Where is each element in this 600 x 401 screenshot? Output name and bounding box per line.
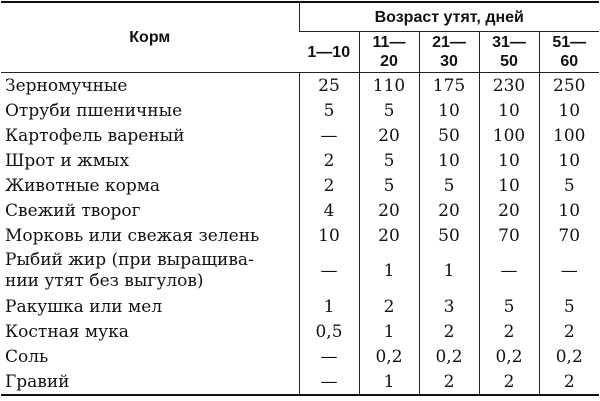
- feed-name-cell: Шрот и жмых: [5, 150, 130, 171]
- value-cell: 1: [299, 294, 359, 319]
- value-cell: 20: [479, 198, 539, 223]
- value-cell: 2: [359, 294, 419, 319]
- value-cell: 2: [299, 148, 359, 173]
- value-cell: 5: [539, 294, 599, 319]
- value-cell: 0,2: [359, 344, 419, 369]
- value-cell: 70: [539, 223, 599, 248]
- value-cell: 2: [479, 369, 539, 395]
- table-row: [1, 344, 599, 369]
- table-body: [1, 73, 599, 396]
- value-cell: 230: [479, 73, 539, 99]
- table-row: [1, 123, 599, 148]
- value-cell: 10: [479, 173, 539, 198]
- age-column-header: 31— 50: [479, 32, 539, 73]
- value-cell: 0,2: [479, 344, 539, 369]
- table-row: [1, 148, 599, 173]
- value-cell: 5: [479, 294, 539, 319]
- table-row: [1, 73, 599, 99]
- value-cell: 25: [299, 73, 359, 99]
- value-cell: 70: [479, 223, 539, 248]
- value-cell: 1: [359, 369, 419, 395]
- table-row: [1, 369, 599, 395]
- value-cell: —: [299, 344, 359, 369]
- value-cell: 10: [539, 148, 599, 173]
- value-cell: 10: [479, 148, 539, 173]
- value-cell: 100: [479, 123, 539, 148]
- value-cell: 10: [479, 98, 539, 123]
- value-cell: 5: [359, 98, 419, 123]
- value-cell: 100: [539, 123, 599, 148]
- value-cell: 4: [299, 198, 359, 223]
- feed-name-cell: Свежий творог: [5, 200, 141, 221]
- age-column-header: 21— 30: [419, 32, 479, 73]
- value-cell: 2: [539, 369, 599, 395]
- feed-column-header: Корм: [1, 2, 299, 73]
- value-cell: 10: [539, 198, 599, 223]
- feed-name-cell: Картофель вареный: [5, 125, 185, 146]
- age-column-header: 1—10: [299, 32, 359, 73]
- table-row: [1, 198, 599, 223]
- feed-name-cell: Соль: [5, 346, 49, 367]
- table-row: [1, 223, 599, 248]
- value-cell: 20: [359, 198, 419, 223]
- value-cell: 5: [539, 173, 599, 198]
- value-cell: 1: [359, 248, 419, 294]
- value-cell: 5: [299, 98, 359, 123]
- age-column-header: 51— 60: [539, 32, 599, 73]
- value-cell: 20: [359, 123, 419, 148]
- value-cell: 10: [299, 223, 359, 248]
- value-cell: 2: [479, 319, 539, 344]
- value-cell: —: [479, 248, 539, 294]
- feed-name-cell: Морковь или свежая зелень: [5, 225, 260, 246]
- value-cell: 1: [419, 248, 479, 294]
- value-cell: 50: [419, 223, 479, 248]
- value-cell: 20: [419, 198, 479, 223]
- value-cell: 110: [359, 73, 419, 99]
- feed-name-cell: Зерномучные: [5, 75, 128, 96]
- value-cell: 5: [359, 148, 419, 173]
- value-cell: 0,2: [539, 344, 599, 369]
- value-cell: 10: [419, 98, 479, 123]
- age-column-header: 11— 20: [359, 32, 419, 73]
- value-cell: 2: [419, 369, 479, 395]
- feed-name-cell: Ракушка или мел: [5, 296, 163, 317]
- value-cell: 0,2: [419, 344, 479, 369]
- value-cell: 0,5: [299, 319, 359, 344]
- value-cell: 20: [359, 223, 419, 248]
- value-cell: —: [539, 248, 599, 294]
- table-row: [1, 319, 599, 344]
- value-cell: 3: [419, 294, 479, 319]
- value-cell: 10: [539, 98, 599, 123]
- feed-table: [1, 1, 599, 396]
- value-cell: 250: [539, 73, 599, 99]
- table-row: [1, 248, 599, 294]
- value-cell: —: [299, 123, 359, 148]
- value-cell: 5: [419, 173, 479, 198]
- value-cell: 2: [419, 319, 479, 344]
- age-group-header: Возраст утят, дней: [299, 2, 599, 32]
- table-row: [1, 294, 599, 319]
- header-row: [1, 2, 599, 32]
- value-cell: —: [299, 369, 359, 395]
- table-row: [1, 173, 599, 198]
- feed-name-cell: Гравий: [5, 371, 70, 392]
- table-row: [1, 98, 599, 123]
- value-cell: 1: [359, 319, 419, 344]
- value-cell: 175: [419, 73, 479, 99]
- feed-name-cell: Отруби пшеничные: [5, 100, 183, 121]
- feed-name-cell: Рыбий жир (при выращива- нии утят без выгулов): [5, 250, 254, 291]
- value-cell: 50: [419, 123, 479, 148]
- value-cell: 2: [299, 173, 359, 198]
- feed-name-cell: Костная мука: [5, 321, 129, 342]
- value-cell: 10: [419, 148, 479, 173]
- feed-name-cell: Животные корма: [5, 175, 161, 196]
- value-cell: —: [299, 248, 359, 294]
- value-cell: 2: [539, 319, 599, 344]
- value-cell: 5: [359, 173, 419, 198]
